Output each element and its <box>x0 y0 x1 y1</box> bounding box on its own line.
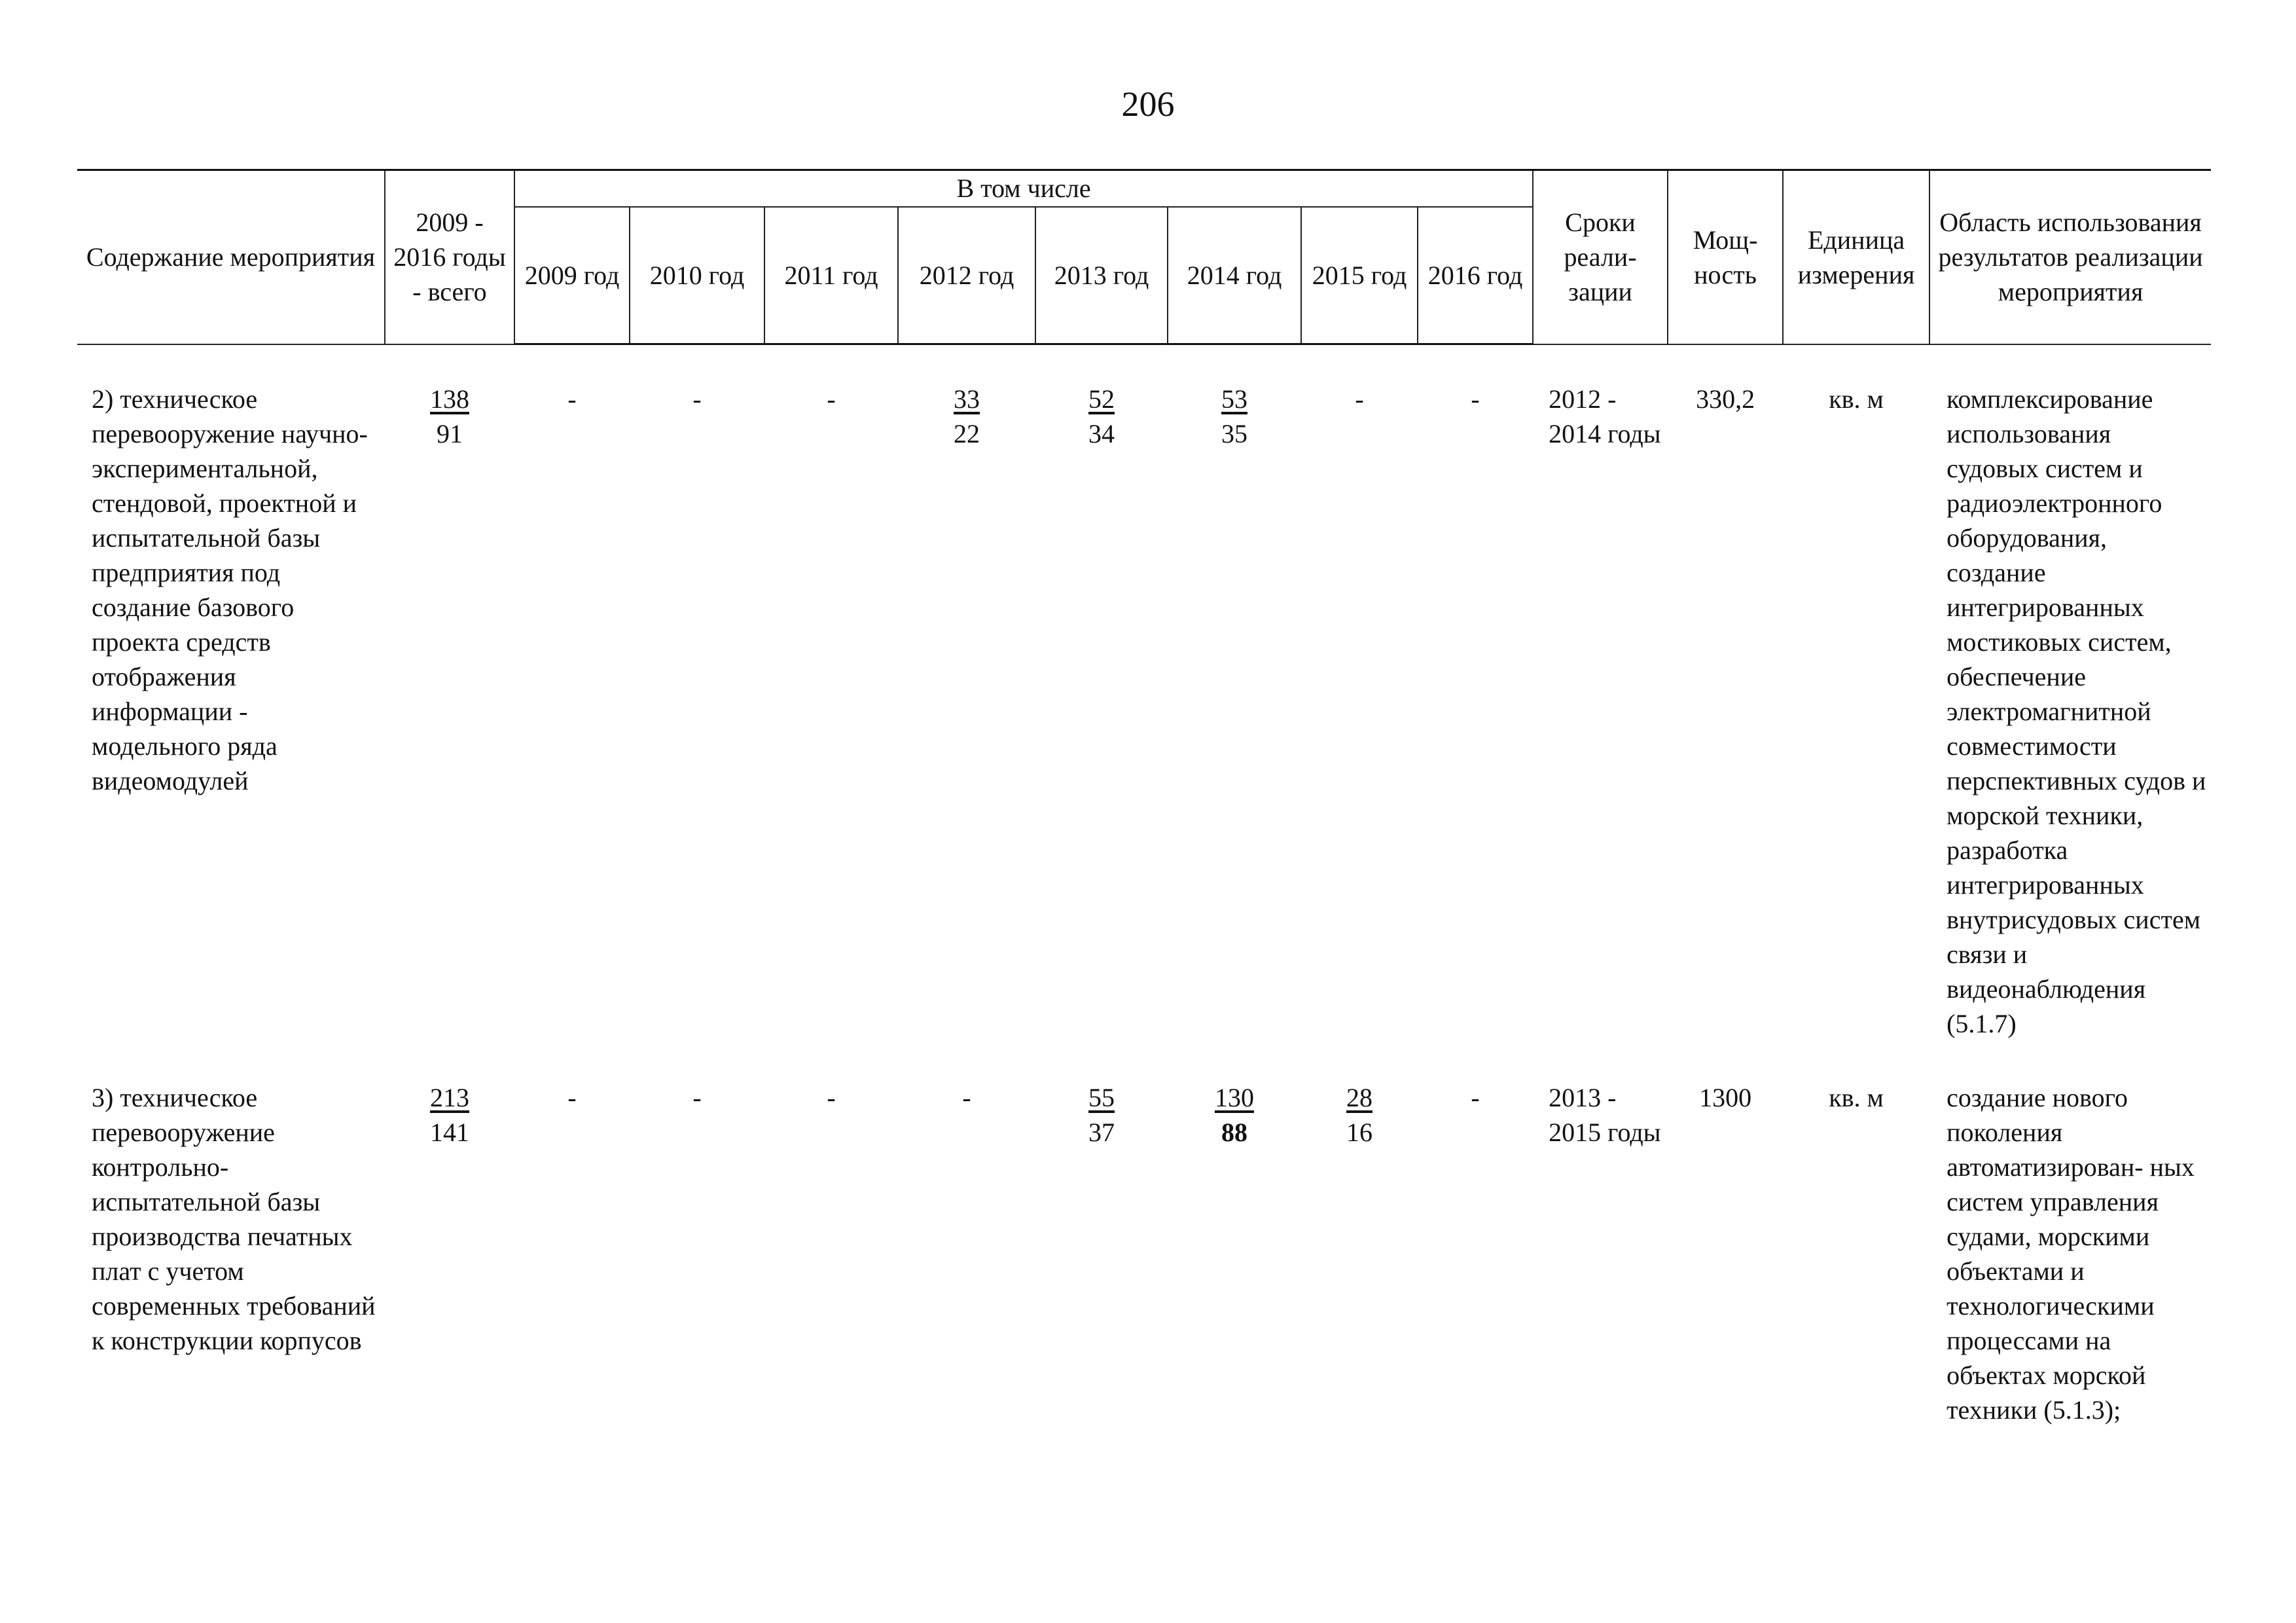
year-value: - <box>692 384 702 414</box>
year-cell-2015 <box>1301 344 1418 1041</box>
year-cell-2011 <box>764 344 898 1041</box>
total-extrabudget-value: 91 <box>437 418 463 448</box>
year-cell-2011 <box>764 1041 898 1427</box>
table-row <box>77 1041 2211 1427</box>
year-cell-2009 <box>514 344 630 1041</box>
row-content: 3) техническое перевооружение контрольно- испытательной базы производства печатных плат с учетом современных требований к конструкции корпусов <box>92 1082 376 1355</box>
year-cell-2010 <box>630 344 764 1041</box>
row-period: 2013 - 2015 годы <box>1549 1082 1661 1147</box>
header-year-2009: 2009 год <box>514 207 630 344</box>
row-area: комплексирование использования судовых систем и радиоэлектронного оборудования, создание интегрированных мостиковых систем, обеспечение электромагнитной совместимости перспективных судов и морской техники, разработка интегрированных внутрисудовых систем связи и видеонаблюдения (5.1.7) <box>1946 384 2206 1038</box>
year-value: - <box>692 1082 702 1112</box>
header-year-2015: 2015 год <box>1301 207 1418 344</box>
year-value: 33 <box>954 384 980 414</box>
row-area: создание нового поколения автоматизирован- ных систем управления судами, морскими объектами и технологическими процессами на объектах морской техники (5.1.3); <box>1946 1082 2195 1425</box>
row-content: 2) техническое перевооружение научно- экспериментальной, стендовой, проектной и испытательной базы предприятия под создание базового проекта средств отображения информации - модельного ряда видеомодулей <box>92 384 368 795</box>
header-year-2016: 2016 год <box>1418 207 1533 344</box>
year-value: - <box>567 1082 577 1112</box>
header-including: В том числе <box>514 170 1533 207</box>
header-capacity: Мощ- ность <box>1668 170 1783 344</box>
year-extrabudget-value: 34 <box>1088 419 1115 448</box>
year-value: - <box>827 384 836 414</box>
row-total <box>385 1041 514 1427</box>
year-value: - <box>1471 1082 1480 1112</box>
header-year-2010: 2010 год <box>630 207 764 344</box>
year-value: 55 <box>1088 1082 1115 1112</box>
year-extrabudget-value: 35 <box>1221 419 1247 448</box>
header-total: 2009 - 2016 годы - всего <box>385 170 514 344</box>
year-value: - <box>1355 384 1364 414</box>
year-extrabudget-value: 88 <box>1221 1117 1247 1147</box>
year-cell-2015 <box>1301 1041 1418 1427</box>
header-year-2011: 2011 год <box>764 207 898 344</box>
year-value: 53 <box>1221 384 1247 414</box>
header-year-2012: 2012 год <box>898 207 1035 344</box>
year-cell-2016 <box>1418 1041 1533 1427</box>
year-extrabudget-value: 22 <box>954 419 980 448</box>
year-cell-2013 <box>1035 1041 1168 1427</box>
header-period: Сроки реали- зации <box>1533 170 1668 344</box>
year-value: 52 <box>1088 384 1115 414</box>
row-capacity: 330,2 <box>1696 384 1755 414</box>
year-cell-2012 <box>898 1041 1035 1427</box>
total-value: 213 <box>430 1082 469 1112</box>
header-year-2013: 2013 год <box>1035 207 1168 344</box>
row-capacity: 1300 <box>1699 1082 1752 1112</box>
total-value: 138 <box>430 384 469 414</box>
year-cell-2014 <box>1168 1041 1301 1427</box>
header-unit: Единица измерения <box>1783 170 1929 344</box>
year-cell-2012 <box>898 344 1035 1041</box>
year-cell-2010 <box>630 1041 764 1427</box>
row-unit: кв. м <box>1829 1082 1884 1112</box>
total-extrabudget-value: 141 <box>430 1117 469 1147</box>
year-value: 130 <box>1215 1082 1254 1112</box>
row-period: 2012 - 2014 годы <box>1549 384 1661 448</box>
row-unit: кв. м <box>1829 384 1884 414</box>
year-value: - <box>827 1082 836 1112</box>
page-number: 206 <box>1121 84 1175 124</box>
header-area: Область использования результатов реализации мероприятия <box>1929 170 2211 344</box>
table-row <box>77 344 2211 1041</box>
header-year-2014: 2014 год <box>1168 207 1301 344</box>
year-cell-2013 <box>1035 344 1168 1041</box>
year-cell-2016 <box>1418 344 1533 1041</box>
year-cell-2009 <box>514 1041 630 1427</box>
year-extrabudget-value: 37 <box>1088 1117 1115 1147</box>
program-table <box>77 169 2211 1427</box>
year-value: - <box>962 1082 971 1112</box>
row-total <box>385 344 514 1041</box>
year-value: - <box>1471 384 1480 414</box>
year-extrabudget-value: 16 <box>1346 1117 1372 1147</box>
year-value: - <box>567 384 577 414</box>
header-content: Содержание мероприятия <box>77 170 385 344</box>
year-value: 28 <box>1346 1082 1372 1112</box>
year-cell-2014 <box>1168 344 1301 1041</box>
